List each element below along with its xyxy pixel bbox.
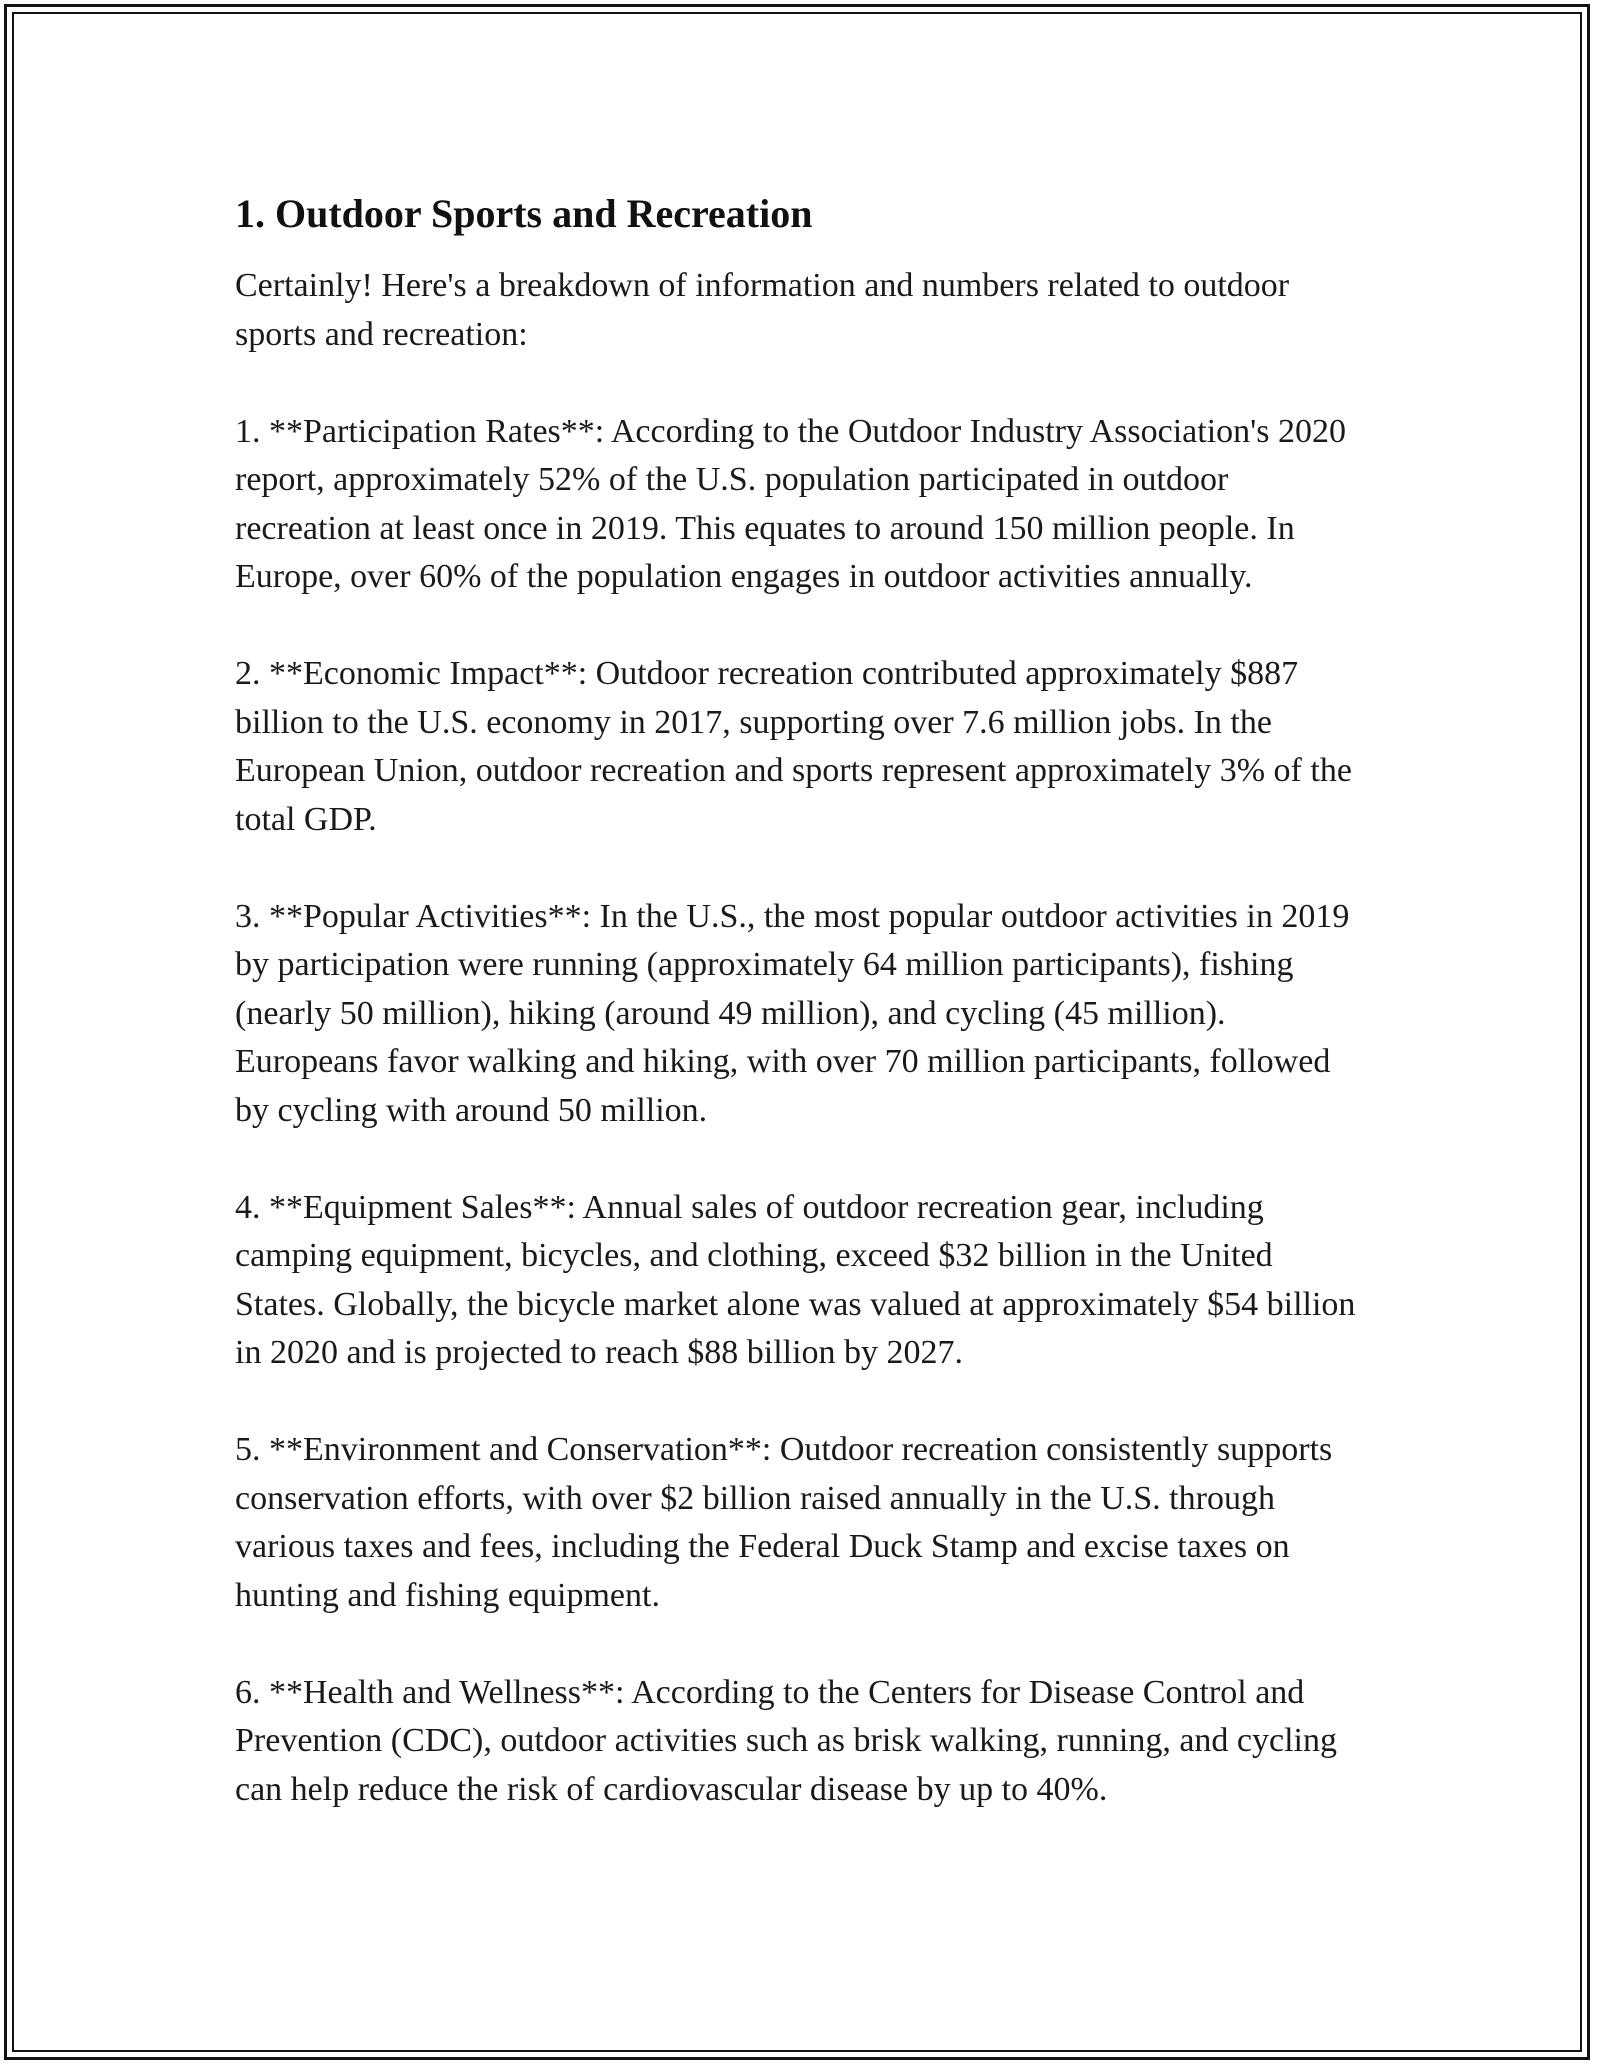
item-equipment-sales: 4. **Equipment Sales**: Annual sales of outdoor recreation gear, including camping equipment, bicycles, and clothing, exceed $32 billion in the United States. Globally, the bicycle market alone was valued at approximately $54 billion in 2020 and is projected to reach $88 billion by 2027. (235, 1188, 1356, 1371)
item-popular-activities: 3. **Popular Activities**: In the U.S., the most popular outdoor activities in 2019 by participation were running (approximately 64 million participants), fishing (nearly 50 million), hiking (around 49 million), and cycling (45 million). Europeans favor walking and hiking, with over 70 million participants, followed by cycling with around 50 million. (235, 897, 1350, 1129)
item-economic-impact: 2. **Economic Impact**: Outdoor recreation contributed approximately $887 billion to the U.S. economy in 2017, supporting over 7.6 million jobs. In the European Union, outdoor recreation and sports represent approximately 3% of the total GDP. (235, 655, 1352, 838)
intro-paragraph: Certainly! Here's a breakdown of information and numbers related to outdoor sports and recreation: (235, 267, 1290, 353)
document-title: 1. Outdoor Sports and Recreation (235, 191, 813, 236)
item-health-wellness: 6. **Health and Wellness**: According to the Centers for Disease Control and Prevention (CDC), outdoor activities such as brisk walking, running, and cycling can help reduce the risk of cardiovascular disease by up to 40%. (235, 1673, 1337, 1808)
document-body (235, 186, 1365, 1863)
item-participation-rates: 1. **Participation Rates**: According to the Outdoor Industry Association's 2020 report, approximately 52% of the U.S. population participated in outdoor recreation at least once in 2019. This equates to around 150 million people. In Europe, over 60% of the population engages in outdoor activities annually. (235, 412, 1346, 595)
item-environment-conservation: 5. **Environment and Conservation**: Outdoor recreation consistently supports conservation efforts, with over $2 billion raised annually in the U.S. through various taxes and fees, including the Federal Duck Stamp and excise taxes on hunting and fishing equipment. (235, 1431, 1333, 1614)
